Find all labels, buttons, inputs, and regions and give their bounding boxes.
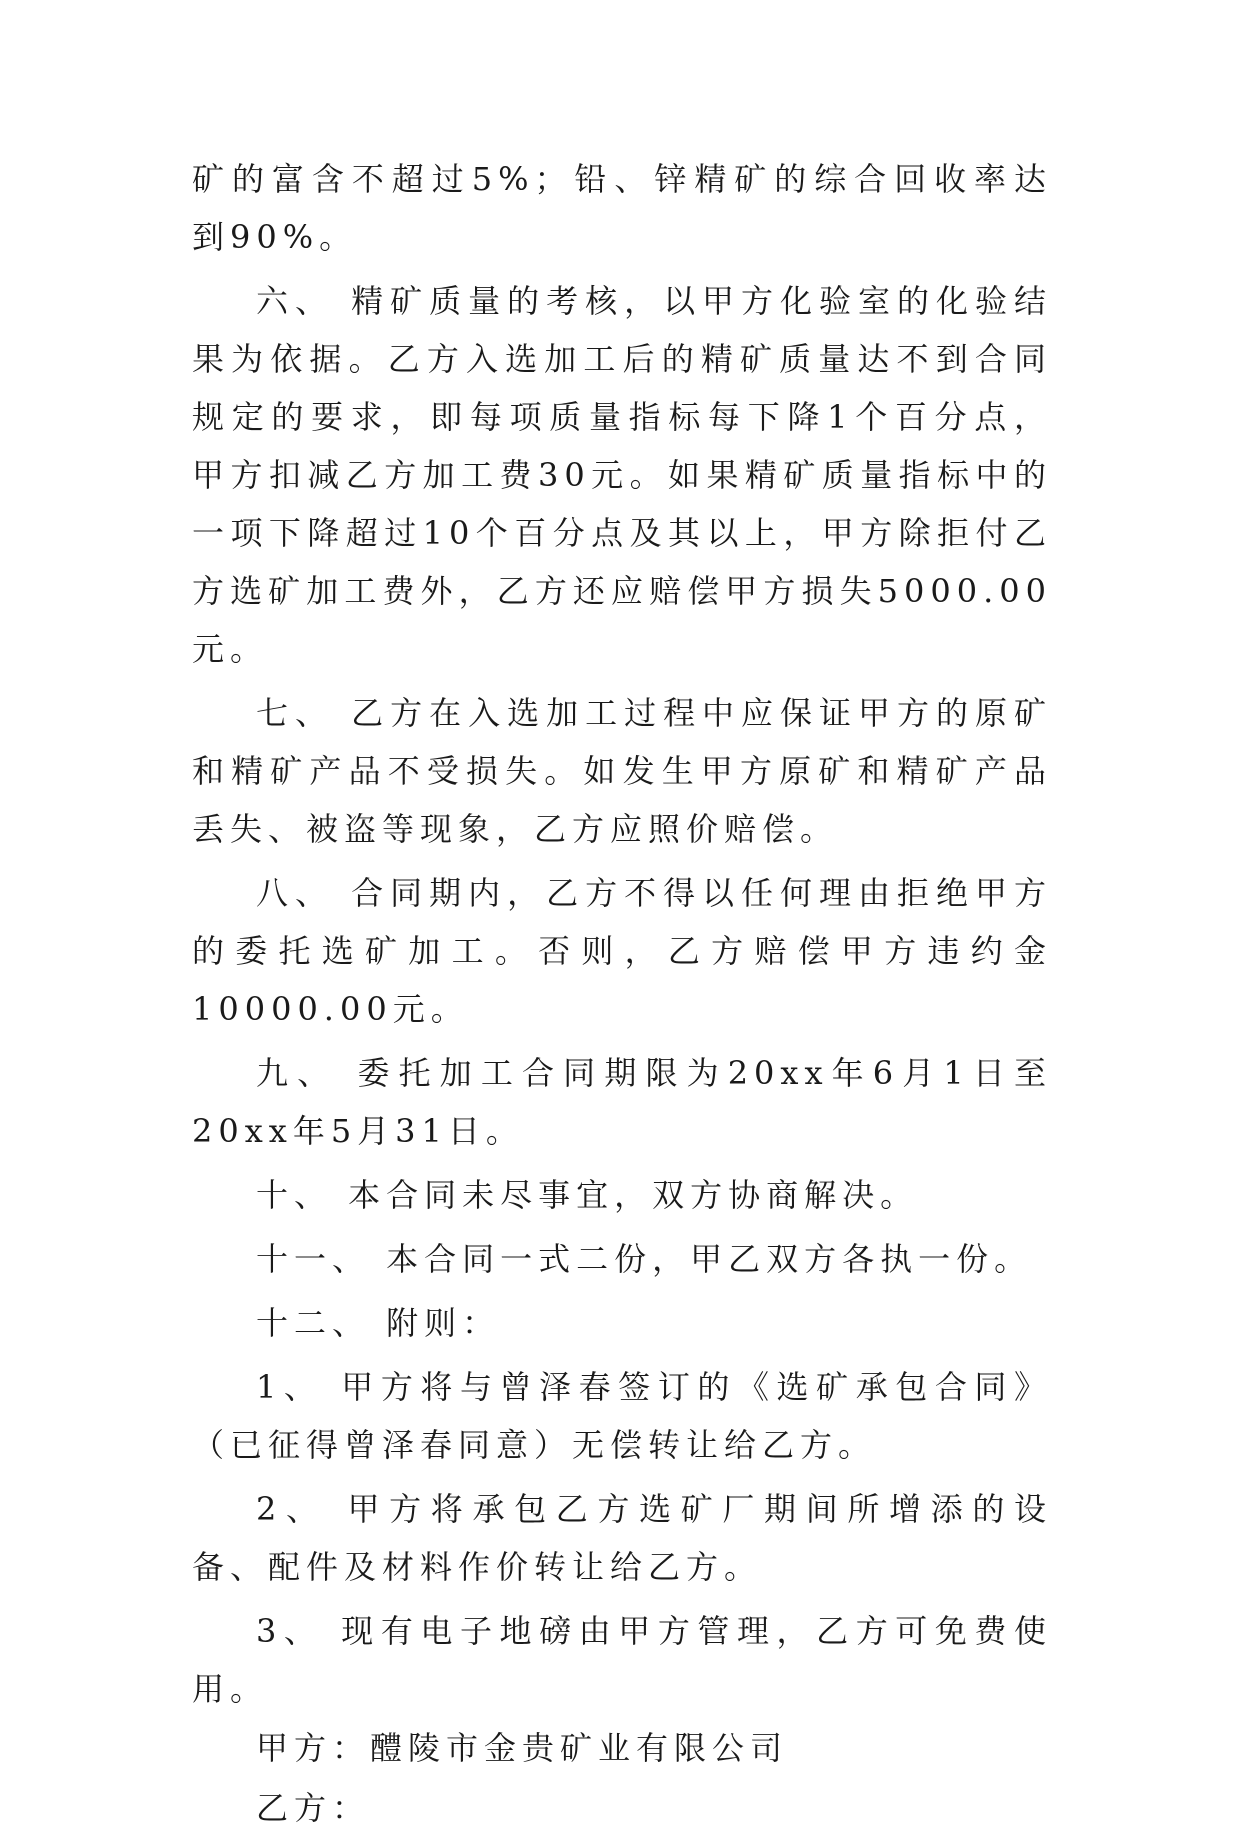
clause-10: 十、 本合同未尽事宜，双方协商解决。 — [256, 1176, 919, 1214]
party-a-signature: 甲方：醴陵市金贵矿业有限公司 — [256, 1729, 789, 1767]
clause-12: 十二、 附则： — [256, 1304, 501, 1342]
clause-7: 七、 乙方在入选加工过程中应保证甲方的原矿和精矿产品不受损失。如发生甲方原矿和精矿产品丢失、被盗等现象，乙方应照价赔偿。 — [192, 694, 1052, 848]
clause-11: 十一、 本合同一式二份，甲乙双方各执一份。 — [256, 1240, 1033, 1278]
clause-9: 九、 委托加工合同期限为20xx年6月1日至20xx年5月31日。 — [192, 1054, 1052, 1150]
clause-6: 六、 精矿质量的考核，以甲方化验室的化验结果为依据。乙方入选加工后的精矿质量达不到合同规定的要求，即每项质量指标每下降1个百分点，甲方扣减乙方加工费30元。如果精矿质量指标中的一项下降超过10个百分点及其以上，甲方除拒付乙方选矿加工费外，乙方还应赔偿甲方损失5000.00元。 — [192, 282, 1052, 668]
party-b-signature: 乙方： — [256, 1789, 371, 1827]
clause-12-item-3: 3、 现有电子地磅由甲方管理，乙方可免费使用。 — [192, 1612, 1052, 1708]
clause-12-item-1: 1、 甲方将与曾泽春签订的《选矿承包合同》（已征得曾泽春同意）无偿转让给乙方。 — [192, 1368, 1052, 1464]
paragraph-continuation: 矿的富含不超过5%；铅、锌精矿的综合回收率达到90%。 — [192, 160, 1052, 256]
clause-12-item-2: 2、 甲方将承包乙方选矿厂期间所增添的设备、配件及材料作价转让给乙方。 — [192, 1490, 1052, 1586]
clause-8: 八、 合同期内，乙方不得以任何理由拒绝甲方的委托选矿加工。否则，乙方赔偿甲方违约金10000.00元。 — [192, 874, 1052, 1028]
document-body — [192, 150, 1052, 1838]
